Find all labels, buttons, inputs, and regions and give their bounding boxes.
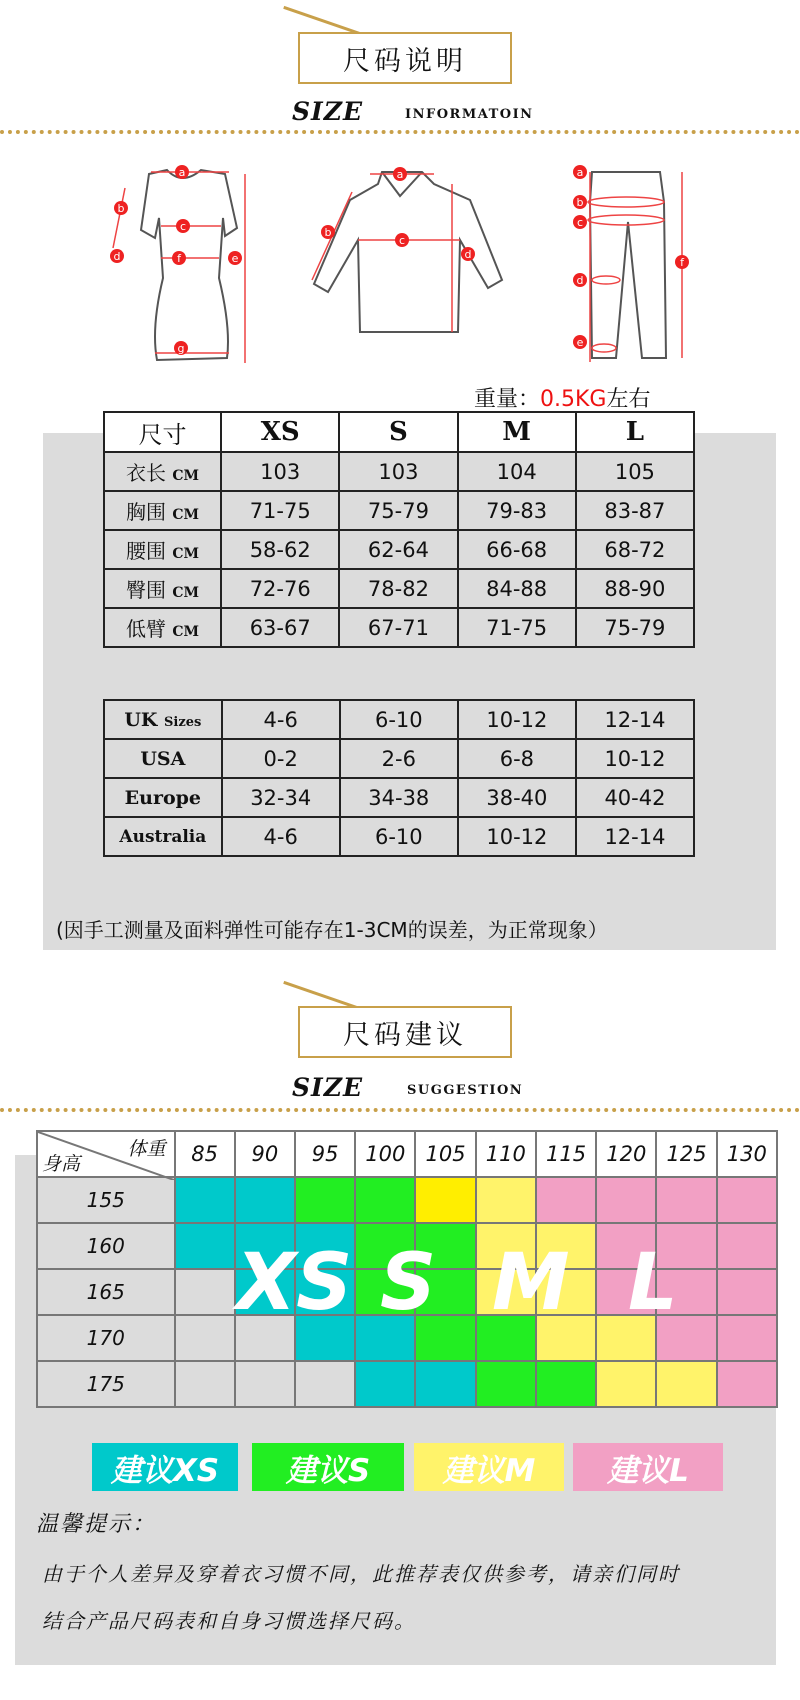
grid-cell [175,1269,235,1315]
corner-cell: 尺寸 [104,412,221,452]
table-cell: 105 [576,452,694,491]
pants-label-a: a [576,166,584,179]
table-cell: 40-42 [576,778,694,817]
dress-label-g: g [177,342,185,355]
weight-header: 95 [295,1131,355,1177]
table-row [104,530,694,569]
dress-label-c: c [179,220,187,233]
table-row [104,778,694,817]
pants-label-b: b [576,196,584,209]
table-row [104,491,694,530]
weight-info [474,382,651,413]
table-row [104,700,694,739]
table-row [104,817,694,856]
table-cell: 12-14 [576,700,694,739]
dress-label-d: d [113,250,121,263]
tips-title: 温馨提示： [36,1512,157,1537]
grid-cell [717,1315,777,1361]
table-cell: 71-75 [458,608,576,647]
table-cell: 75-79 [339,491,457,530]
overlay-l: L [628,1238,678,1328]
table-cell: 68-72 [576,530,694,569]
info-sub-word: INFORMATOIN [405,107,534,122]
row-label: 低臂 CM [104,608,221,647]
pants-label-c: c [576,216,584,229]
country-size-table [103,699,695,857]
table-cell: 84-88 [458,569,576,608]
table-cell: 12-14 [576,817,694,856]
grid-header-row [37,1131,777,1177]
disclaimer-text: (因手工测量及面料弹性可能存在1-3CM的误差，为正常现象） [56,918,608,942]
weight-value: 0.5KG [540,387,607,412]
row-label: UK Sizes [104,700,222,739]
grid-cell [175,1177,235,1223]
table-row [104,739,694,778]
measurement-header-row [104,412,694,452]
grid-cell [355,1177,415,1223]
grid-cell [235,1177,295,1223]
grid-cell [415,1361,475,1407]
size-col-l: L [576,412,694,452]
grid-cell [717,1361,777,1407]
info-title-box [298,32,512,84]
grid-cell [536,1361,596,1407]
grid-cell [656,1361,716,1407]
table-row [37,1177,777,1223]
table-cell: 0-2 [222,739,340,778]
suggest-sub-word: SUGGESTION [407,1083,524,1098]
table-cell: 58-62 [221,530,339,569]
grid-cell [717,1269,777,1315]
table-cell: 6-10 [340,817,458,856]
tips-line-1: 由于个人差异及穿着衣习惯不同，此推荐表仅供参考，请亲们同时 [42,1562,680,1586]
dress-label-f: f [177,252,181,265]
pants-label-d: d [576,274,584,287]
row-label: USA [104,739,222,778]
table-row [104,608,694,647]
row-label: 腰围 CM [104,530,221,569]
dress-label-b: b [117,202,125,215]
grid-cell [355,1361,415,1407]
table-cell: 66-68 [458,530,576,569]
height-label: 165 [37,1269,175,1315]
table-cell: 78-82 [339,569,457,608]
suggest-title: 尺码建议 [343,1019,467,1051]
size-word: SIZE [292,97,364,126]
grid-cell [175,1223,235,1269]
overlay-xs: XS [236,1238,353,1328]
pants-label-f: f [680,256,684,269]
table-cell: 72-76 [221,569,339,608]
legend-m: 建议M [414,1443,564,1491]
weight-header: 100 [355,1131,415,1177]
legend-xs: 建议XS [92,1443,238,1491]
row-label: 胸围 CM [104,491,221,530]
table-cell: 103 [221,452,339,491]
weight-header: 105 [415,1131,475,1177]
grid-cell [235,1361,295,1407]
table-row [104,452,694,491]
grid-cell [415,1177,475,1223]
height-label: 175 [37,1361,175,1407]
table-cell: 62-64 [339,530,457,569]
overlay-m: M [492,1238,570,1328]
table-row [104,569,694,608]
table-cell: 4-6 [222,700,340,739]
size-word: SIZE [292,1073,364,1102]
grid-cell [295,1177,355,1223]
tips-line-2: 结合产品尺码表和自身习惯选择尺码。 [42,1609,416,1633]
grid-cell [717,1223,777,1269]
table-cell: 32-34 [222,778,340,817]
grid-corner-cell [37,1131,175,1177]
weight-header: 85 [175,1131,235,1177]
table-cell: 10-12 [458,700,576,739]
weight-axis-label: 体重 [127,1138,166,1160]
shirt-label-d: d [464,248,472,261]
grid-cell [536,1177,596,1223]
table-cell: 67-71 [339,608,457,647]
dress-label-a: a [178,166,186,179]
table-cell: 6-10 [340,700,458,739]
height-label: 160 [37,1223,175,1269]
table-cell: 63-67 [221,608,339,647]
grid-cell [596,1361,656,1407]
shirt-label-b: b [324,226,332,239]
grid-cell [596,1177,656,1223]
info-title: 尺码说明 [343,45,467,77]
grid-cell [476,1177,536,1223]
legend-s: 建议S [252,1443,404,1491]
table-cell: 34-38 [340,778,458,817]
weight-label: 重量： [474,387,541,412]
dotted-divider [0,130,800,134]
dress-diagram [105,158,275,378]
grid-cell [175,1315,235,1361]
table-cell: 4-6 [222,817,340,856]
legend-l: 建议L [573,1443,723,1491]
table-cell: 38-40 [458,778,576,817]
table-cell: 88-90 [576,569,694,608]
weight-header: 120 [596,1131,656,1177]
dotted-divider [0,1108,800,1112]
dress-label-e: e [231,252,239,265]
weight-header: 90 [235,1131,295,1177]
weight-suffix: 左右 [606,387,651,412]
table-cell: 6-8 [458,739,576,778]
shirt-diagram [292,162,512,352]
table-cell: 2-6 [340,739,458,778]
weight-header: 130 [717,1131,777,1177]
shirt-label-a: a [396,168,404,181]
table-cell: 10-12 [576,739,694,778]
weight-header: 115 [536,1131,596,1177]
height-label: 155 [37,1177,175,1223]
measurement-table [103,411,695,648]
weight-header: 110 [476,1131,536,1177]
table-cell: 71-75 [221,491,339,530]
size-col-m: M [458,412,576,452]
grid-cell [656,1177,716,1223]
grid-cell [175,1361,235,1407]
row-label: Europe [104,778,222,817]
suggest-title-box [298,1006,512,1058]
pants-label-e: e [576,336,584,349]
table-cell: 10-12 [458,817,576,856]
overlay-s: S [380,1238,437,1328]
table-cell: 104 [458,452,576,491]
grid-cell [295,1361,355,1407]
row-label: 衣长 CM [104,452,221,491]
size-col-xs: XS [221,412,339,452]
table-cell: 83-87 [576,491,694,530]
table-cell: 103 [339,452,457,491]
grid-cell [476,1361,536,1407]
row-label: Australia [104,817,222,856]
weight-header: 125 [656,1131,716,1177]
table-row [37,1361,777,1407]
table-cell: 79-83 [458,491,576,530]
table-cell: 75-79 [576,608,694,647]
row-label: 臀围 CM [104,569,221,608]
size-col-s: S [339,412,457,452]
grid-cell [717,1177,777,1223]
shirt-label-c: c [398,234,406,247]
pants-diagram [570,162,700,372]
height-label: 170 [37,1315,175,1361]
height-axis-label: 身高 [42,1153,81,1175]
